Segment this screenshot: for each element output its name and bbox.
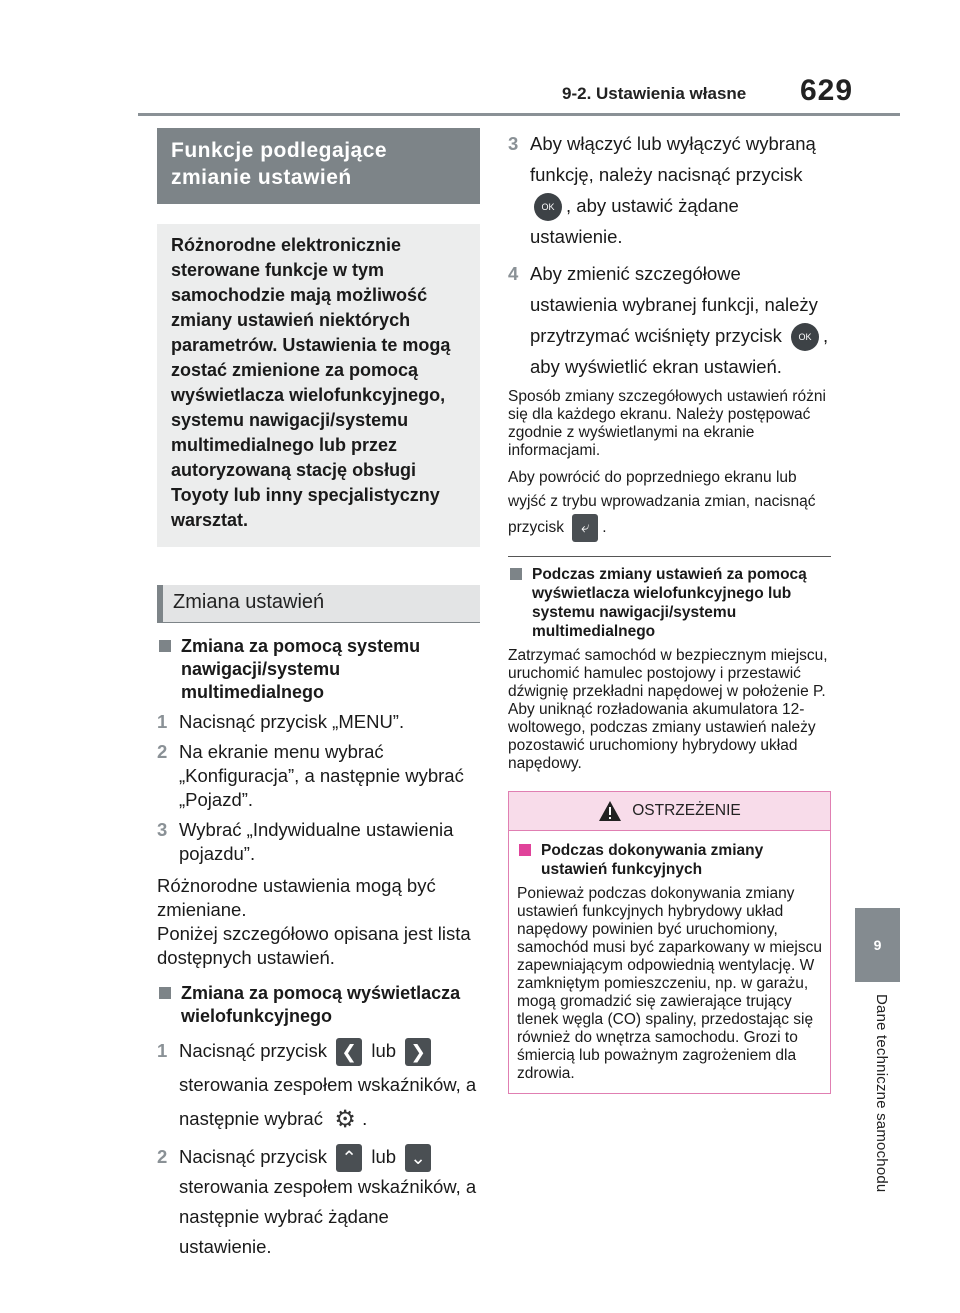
- subheading: Zmiana ustawień: [157, 585, 480, 623]
- warning-text: Ponieważ podczas dokonywania zmiany ustawień funkcyjnych hybrydowy układ napędowy powinien być uruchomiony, samochód musi być zaparkowany w miejscu zapewniającym odpowiednią wentylację. W zamkniętym pomieszczeniu, np. w garażu, mogą gromadzić się zawierające trujący tlenek węgla (CO) spaliny, przedostając się również do wnętrza samochodu. Grozi to śmiercią lub poważnym zagrożeniem dla zdrowia.: [517, 885, 822, 1083]
- step-item: 2 Nacisnąć przycisk ⌃ lub ⌄ sterowania zespołem wskaźników, a następnie wybrać żądane ustawienie.: [157, 1146, 477, 1258]
- warning-body: [509, 831, 830, 1093]
- right-column: [508, 128, 831, 1094]
- ok-button-icon: OK: [534, 193, 562, 221]
- square-bullet-icon: [159, 640, 171, 652]
- warning-box: [508, 791, 831, 1094]
- warning-icon: [598, 800, 622, 822]
- square-bullet-icon: [159, 987, 171, 999]
- divider: [508, 556, 831, 557]
- note-paragraph: Różnorodne ustawienia mogą być zmieniane. Poniżej szczegółowo opisana jest lista dostępnych ustawień.: [157, 875, 471, 968]
- warning-header: OSTRZEŻENIE: [509, 792, 830, 831]
- page-number: 629: [800, 74, 854, 107]
- square-bullet-icon: [510, 568, 522, 580]
- step-item: 1 Nacisnąć przycisk „MENU”.: [157, 711, 405, 732]
- section-title: 9-2. Ustawienia własne: [562, 84, 747, 103]
- square-bullet-icon: [519, 844, 531, 856]
- ok-button-icon: OK: [791, 323, 819, 351]
- step-item: 1 Nacisnąć przycisk ❮ lub ❯ sterowania zespołem wskaźników, a następnie wybrać ⚙ .: [157, 1040, 477, 1134]
- back-icon: ⤶: [572, 514, 598, 542]
- section-heading: Funkcje podlegające zmianie ustawień: [157, 128, 480, 204]
- chapter-title: Dane techniczne samochodu: [873, 994, 890, 1193]
- step-item: 4 Aby zmienić szczegółowe ustawienia wybranej funkcji, należy przytrzymać wciśnięty przycisk OK , aby wyświetlić ekran ustawień.: [508, 263, 829, 378]
- chevron-up-icon: ⌃: [336, 1144, 362, 1172]
- step-item: 2 Na ekranie menu wybrać „Konfiguracja”, a następnie wybrać „Pojazd”.: [157, 741, 464, 810]
- intro-box: Różnorodne elektronicznie sterowane funkcje w tym samochodzie mają możliwość zmiany ustawień niektórych parametrów. Ustawienia te mogą zostać zmienione za pomocą wyświetlacza wielofunkcyjnego, systemu nawigacji/systemu multimedialnego lub przez autoryzowaną stację obsługi Toyoty lub inny specjalistyczny warsztat.: [157, 224, 480, 547]
- chevron-left-icon: ❮: [336, 1038, 362, 1066]
- small-note: Sposób zmiany szczegółowych ustawień różni się dla każdego ekranu. Należy postępować zgodnie z wyświetlanymi na ekranie informacjami.: [508, 388, 826, 460]
- chevron-down-icon: ⌄: [405, 1144, 431, 1172]
- chapter-tab[interactable]: 9: [855, 908, 900, 982]
- gear-icon: ⚙: [334, 1106, 356, 1134]
- step-item: 3 Wybrać „Indywidualne ustawienia pojazdu”.: [157, 819, 454, 864]
- warning-subheading: Podczas dokonywania zmiany ustawień funkcyjnych: [517, 841, 822, 879]
- step-item: 3 Aby włączyć lub wyłączyć wybraną funkcję, należy nacisnąć przycisk OK , aby ustawić żądane ustawienie.: [508, 133, 816, 248]
- left-column: [157, 128, 480, 1262]
- method-heading-display: Zmiana za pomocą wyświetlacza wielofunkcyjnego: [157, 982, 480, 1028]
- header-rule: [138, 113, 900, 116]
- small-note: Aby powrócić do poprzedniego ekranu lub wyjść z trybu wprowadzania zmian, nacisnąć przycisk ⤶ .: [508, 466, 831, 542]
- chevron-right-icon: ❯: [405, 1038, 431, 1066]
- note-body: Zatrzymać samochód w bezpiecznym miejscu, uruchomić hamulec postojowy i przestawić dźwignię przekładni napędowej w położenie P. Aby uniknąć rozładowania akumulatora 12-woltowego, podczas zmiany ustawień należy pozostawić uruchomiony hybrydowy układ napędowy.: [508, 647, 828, 773]
- method-heading-navigation: Zmiana za pomocą systemu nawigacji/systemu multimedialnego: [157, 635, 480, 704]
- note-heading: Podczas zmiany ustawień za pomocą wyświetlacza wielofunkcyjnego lub systemu nawigacji/systemu multimedialnego: [508, 565, 831, 641]
